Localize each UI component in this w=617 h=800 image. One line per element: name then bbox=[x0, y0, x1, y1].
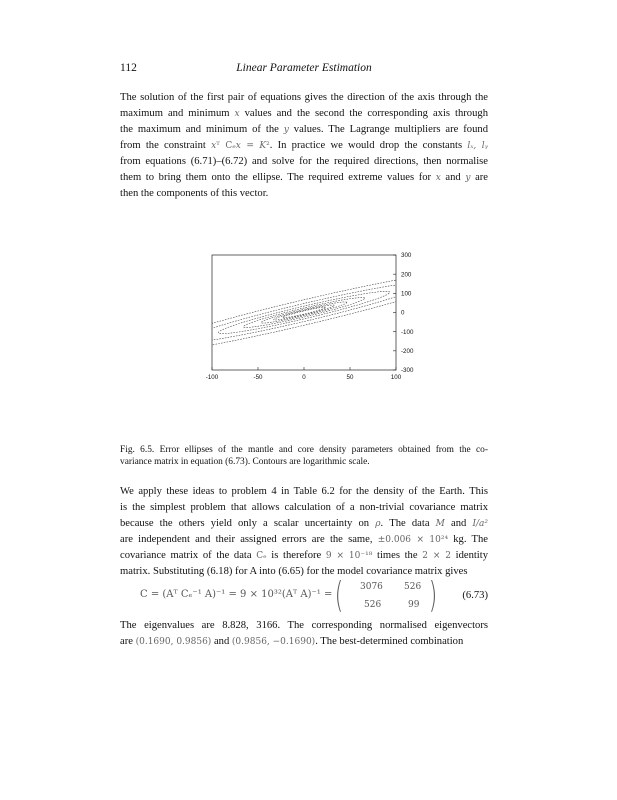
paragraph-2 bbox=[120, 484, 488, 580]
y-tick-label: 100 bbox=[401, 290, 412, 298]
page-header bbox=[120, 62, 488, 78]
text-line bbox=[120, 618, 488, 634]
text-line bbox=[120, 170, 488, 186]
text-run: and bbox=[211, 636, 232, 647]
inline-math: 9 × 10⁻¹⁸ bbox=[325, 551, 373, 561]
contour-line bbox=[283, 307, 326, 318]
text-run: from the constraint bbox=[120, 140, 212, 151]
inline-math: (0.9856, −0.1690) bbox=[231, 637, 316, 647]
text-line bbox=[120, 122, 488, 138]
inline-math: x bbox=[211, 141, 217, 151]
y-tick-label: 300 bbox=[401, 252, 412, 260]
text-run: and bbox=[444, 518, 473, 529]
text-run: matrix. Substituting (6.18) for A into (6.65) for the model covariance matrix gives bbox=[120, 566, 468, 577]
text-line bbox=[120, 186, 488, 202]
text-line bbox=[120, 154, 488, 170]
equation-matrix bbox=[334, 575, 438, 616]
text-run: maximum and minimum bbox=[120, 108, 235, 119]
text-run: identity bbox=[450, 550, 488, 561]
text-line bbox=[120, 90, 488, 106]
matrix-cell: 3076 bbox=[360, 582, 383, 592]
contour-line bbox=[200, 270, 425, 355]
text-run: The eigenvalues are 8.828, 3166. The corresponding normalised eigenvectors bbox=[120, 620, 488, 631]
inline-math: ±0.006 × 10²⁴ bbox=[377, 535, 449, 545]
x-tick-label: -100 bbox=[205, 374, 219, 381]
inline-math: K bbox=[259, 141, 267, 151]
right-paren: ) bbox=[428, 575, 438, 616]
matrix-cell: 99 bbox=[408, 600, 420, 610]
page-number: 112 bbox=[120, 62, 137, 74]
text-run: covariance matrix of the data bbox=[120, 550, 257, 561]
text-run: are independent and their assigned errors are the same, bbox=[120, 534, 378, 545]
contour-line bbox=[200, 283, 425, 343]
y-tick-label: -200 bbox=[401, 348, 414, 356]
text-run: from equations (6.71)–(6.72) and solve for the required directions, then normalise bbox=[120, 156, 488, 167]
x-tick-label: 50 bbox=[346, 374, 354, 381]
text-run: . In practice we would drop the constants bbox=[269, 140, 468, 151]
contour-chart bbox=[200, 248, 425, 388]
text-line bbox=[120, 532, 488, 548]
inline-math: 2 × 2 bbox=[422, 551, 451, 561]
inline-math: Cₑ bbox=[256, 551, 267, 561]
inline-math: lₓ, lᵧ bbox=[467, 141, 489, 151]
matrix-cell: 526 bbox=[364, 600, 382, 610]
contour-group bbox=[200, 270, 425, 355]
equation-6-73 bbox=[140, 575, 488, 616]
inline-math: I/a² bbox=[472, 519, 488, 529]
text-run: is the simplest problem that allows calculation of a non-trivial covariance matrix bbox=[120, 502, 488, 513]
paragraph-1 bbox=[120, 90, 488, 202]
caption-line: variance matrix in equation (6.73). Contours are logarithmic scale. bbox=[120, 457, 370, 467]
inline-math: x bbox=[234, 109, 240, 119]
text-run: and bbox=[440, 172, 466, 183]
text-run: is therefore bbox=[266, 550, 326, 561]
equation-number: (6.73) bbox=[462, 590, 488, 601]
inline-math: ₑx bbox=[232, 141, 241, 151]
text-run: We apply these ideas to problem 4 in Table 6.2 for the density of the Earth. This bbox=[120, 486, 488, 497]
text-run: values. The Lagrange multipliers are found bbox=[288, 124, 488, 135]
equation-lhs: C = (Aᵀ Cₑ⁻¹ A)⁻¹ = 9 × 10³²(Aᵀ A)⁻¹ = bbox=[140, 589, 333, 600]
inline-math: (0.1690, 0.9856) bbox=[135, 637, 212, 647]
y-tick-label: -100 bbox=[401, 328, 414, 336]
x-tick-label: 100 bbox=[390, 374, 402, 381]
text-line bbox=[120, 484, 488, 500]
y-tick-label: 0 bbox=[401, 309, 405, 317]
caption-line: Fig. 6.5. Error ellipses of the mantle and core density parameters obtained from the co- bbox=[120, 445, 488, 455]
text-run: the maximum and minimum of the bbox=[120, 124, 284, 135]
text-line bbox=[120, 500, 488, 516]
text-line bbox=[120, 516, 488, 532]
figure-caption bbox=[120, 444, 488, 468]
text-run: . The best-determined combination bbox=[315, 636, 464, 647]
left-paren: ( bbox=[334, 575, 344, 616]
text-line bbox=[120, 138, 488, 154]
text-run: times the bbox=[372, 550, 423, 561]
inline-math: ρ bbox=[375, 519, 381, 529]
text-run: them to bring them onto the ellipse. The required extreme values for bbox=[120, 172, 436, 183]
text-run: are bbox=[120, 636, 136, 647]
y-tick-label: -300 bbox=[401, 367, 414, 375]
matrix-cell: 526 bbox=[404, 582, 422, 592]
inline-math: M bbox=[435, 519, 445, 529]
text-run: values and the second the corresponding axis through bbox=[239, 108, 488, 119]
text-run: The solution of the first pair of equations gives the direction of the axis through the bbox=[120, 92, 488, 103]
error-ellipse-figure bbox=[200, 248, 425, 388]
text-run: . The data bbox=[380, 518, 436, 529]
text-run: then the components of this vector. bbox=[120, 188, 269, 199]
x-tick-label: 0 bbox=[302, 374, 306, 381]
text-line bbox=[120, 634, 488, 650]
inline-math: ᵀ C bbox=[216, 141, 233, 151]
x-tick-label: -50 bbox=[253, 374, 263, 381]
inline-math: = bbox=[240, 141, 260, 151]
text-run: are bbox=[470, 172, 488, 183]
inline-math: y bbox=[465, 173, 471, 183]
inline-math: ² bbox=[266, 141, 270, 151]
inline-math: x bbox=[435, 173, 441, 183]
y-tick-label: 200 bbox=[401, 271, 412, 279]
text-line bbox=[120, 106, 488, 122]
paragraph-3 bbox=[120, 618, 488, 650]
inline-math: y bbox=[283, 125, 289, 135]
text-run: kg. The bbox=[448, 534, 488, 545]
text-run: because the others yield only a scalar uncertainty on bbox=[120, 518, 376, 529]
running-title: Linear Parameter Estimation bbox=[236, 62, 372, 74]
plot-frame bbox=[212, 255, 396, 370]
text-line bbox=[120, 548, 488, 564]
